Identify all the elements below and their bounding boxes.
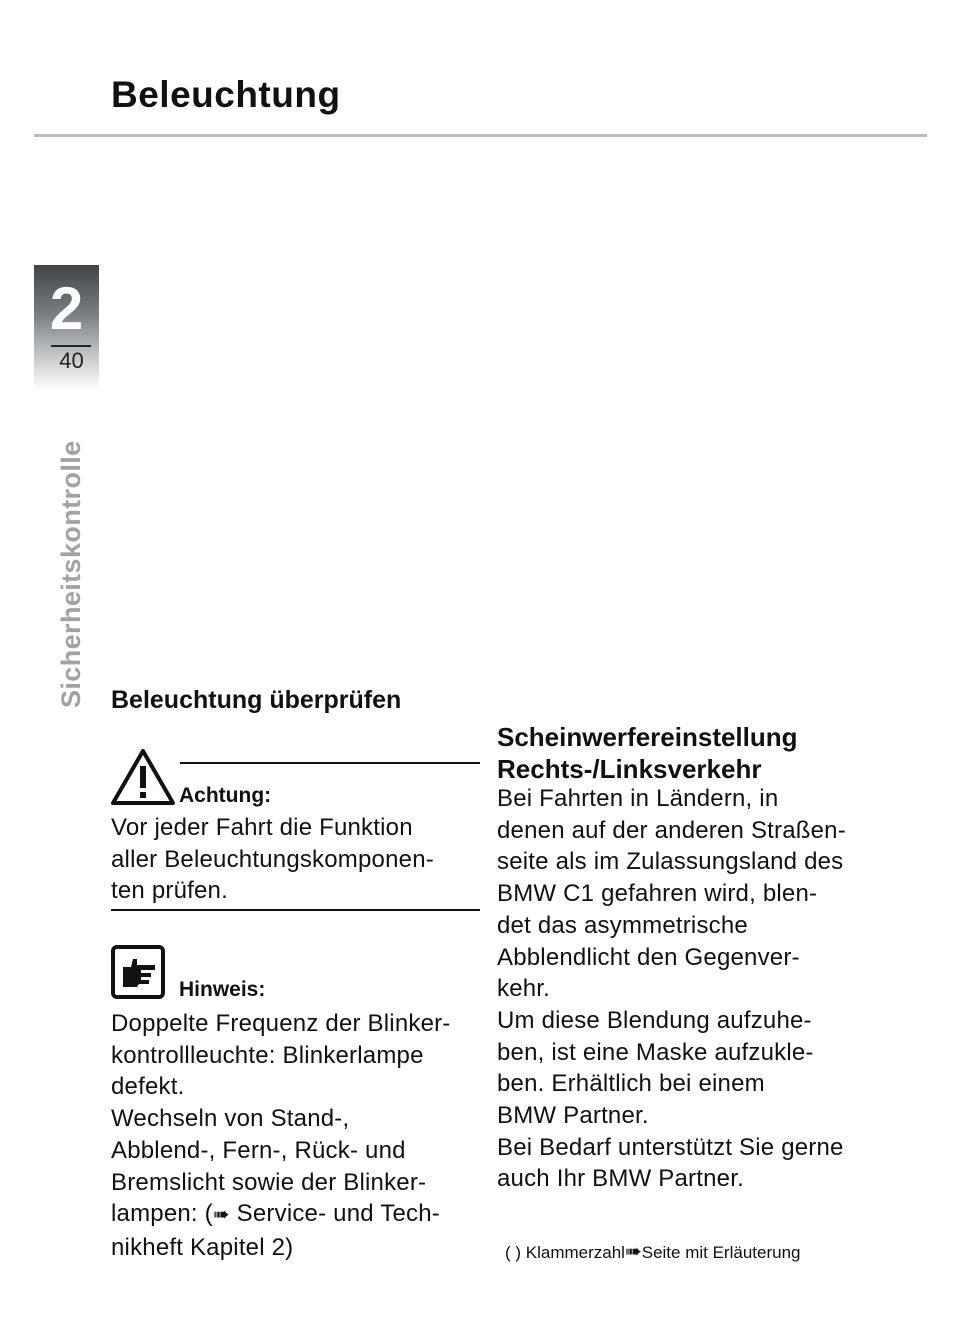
pointing-hand-icon <box>111 945 165 999</box>
arrow-right-icon: ➠ <box>624 1241 642 1263</box>
note-line: Doppelte Frequenz der Blinker- <box>111 1010 451 1037</box>
right-line: det das asymmetrische <box>497 911 748 939</box>
right-line: denen auf der anderen Straßen- <box>497 816 846 844</box>
warning-rule-top <box>180 762 480 764</box>
note-line-part: Service- und Tech- <box>229 1200 440 1228</box>
page-number: 40 <box>59 348 84 373</box>
note-line: Abblend-, Fern-, Rück- und <box>111 1136 406 1164</box>
warning-line: aller Beleuchtungskomponen- <box>111 845 434 873</box>
warning-title: Achtung: <box>179 784 272 807</box>
note-line: Wechseln von Stand-, <box>111 1105 350 1133</box>
footnote-part: ( ) Klammerzahl <box>505 1243 625 1262</box>
right-body-text <box>497 783 877 1195</box>
chapter-divider <box>51 345 91 347</box>
note-title: Hinweis: <box>179 978 266 1001</box>
warning-line: ten prüfen. <box>111 877 228 905</box>
right-line: kehr. <box>497 975 551 1003</box>
right-heading <box>497 721 798 785</box>
chapter-tab <box>34 265 99 390</box>
header-divider <box>34 134 927 137</box>
right-heading-line: Rechts-/Linksverkehr <box>497 754 762 784</box>
warning-text <box>111 812 491 907</box>
note-line: nikheft Kapitel 2) <box>111 1233 294 1261</box>
note-line <box>111 1198 491 1232</box>
right-line: Um diese Blendung aufzuhe- <box>497 1006 812 1034</box>
chapter-number: 2 <box>49 275 84 342</box>
right-line: Bei Bedarf unterstützt Sie gerne <box>497 1133 844 1161</box>
right-line: ben. Erhältlich bei einem <box>497 1070 765 1098</box>
arrow-right-icon: ➠ <box>212 1204 230 1227</box>
right-line: Bei Fahrten in Ländern, in <box>497 785 779 812</box>
warning-rule-bottom <box>111 909 480 911</box>
note-line: kontrollleuchte: Blinkerlampe <box>111 1041 424 1069</box>
note-line: defekt. <box>111 1073 185 1101</box>
right-line: BMW Partner. <box>497 1102 649 1130</box>
warning-triangle-icon <box>110 748 176 806</box>
page-title: Beleuchtung <box>111 74 341 115</box>
right-line: BMW C1 gefahren wird, blen- <box>497 880 818 908</box>
right-line: ben, ist eine Maske aufzukle- <box>497 1038 814 1066</box>
footnote-part: Seite mit Erläuterung <box>641 1243 801 1262</box>
note-line: Bremslicht sowie der Blinker- <box>111 1168 427 1196</box>
side-chapter-label: Sicherheitskontrolle <box>56 440 86 708</box>
note-line-part: lampen: ( <box>111 1200 213 1228</box>
right-heading-line: Scheinwerfereinstellung <box>497 722 798 752</box>
right-line: Abblendlicht den Gegenver- <box>497 943 800 971</box>
note-text <box>111 1008 491 1264</box>
right-line: seite als im Zulassungsland des <box>497 848 844 876</box>
section-heading: Beleuchtung überprüfen <box>111 686 402 714</box>
warning-line: Vor jeder Fahrt die Funktion <box>111 814 413 841</box>
footnote <box>505 1239 800 1264</box>
right-line: auch Ihr BMW Partner. <box>497 1165 744 1193</box>
